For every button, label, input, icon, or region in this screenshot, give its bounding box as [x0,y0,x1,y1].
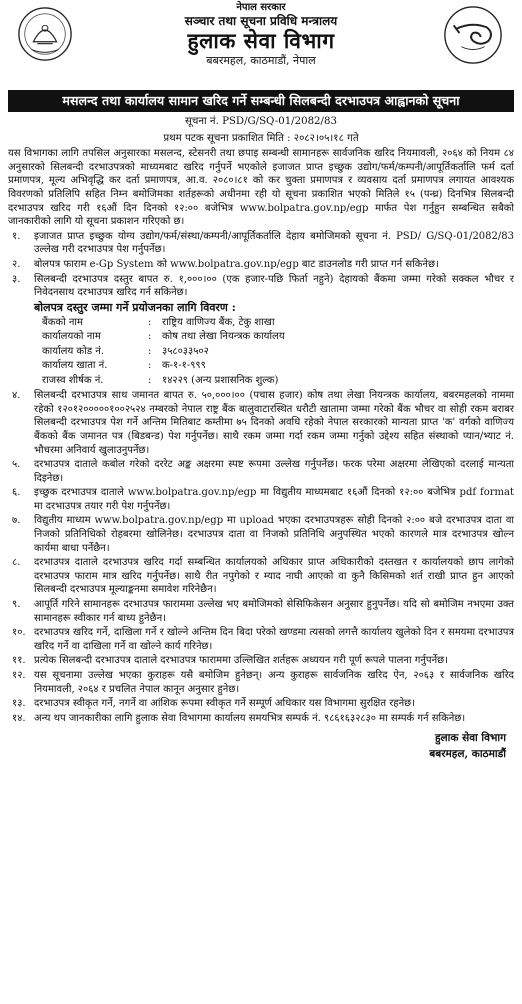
signature-block [8,731,514,763]
signature-address: बबरमहल, काठमाडौं [429,748,506,761]
bank-detail-separator: : [148,316,152,328]
condition-number: ७. [12,515,21,527]
condition-text: सिलबन्दी दरभाउपत्र दस्तुर बापत रु. १,०००।०० (एक हजार-पछि फिर्ता नहुने) देहायको बैंकमा जम्मा गरेको सक्कल भौचर र निवेदनसाथ दरभाउपत्र खरिद गर्न सकिनेछ। [34,273,514,299]
condition-text: यस सूचनामा उल्लेख भएका कुराहरू यसै बमोजिम हुनेछन्। अन्य कुराहरू सार्वजनिक खरिद ऐन, २०६३ र सार्वजनिक खरिद नियमावली, २०६४ र प्रचलित नेपाल कानून अनुसार हुनेछ। [34,670,514,695]
condition-text: दरभाउपत्र खरिद गर्ने, दाखिला गर्ने र खोल्ने अन्तिम दिन बिदा परेको खण्डमा त्यसको लगत्तै कार्यालय खुलेको दिन र समयमा दरभाउपत्र खरिद गर्ने वा दाखिला गर्ने वा खोल्ने कार्य गरिनेछ। [34,627,514,652]
bank-detail-value: ३५८०३३५०२ [162,345,209,357]
department-name: हुलाक सेवा विभाग [187,28,335,54]
notice-number: सूचना नं. PSD/G/SQ-01/2082/83 [185,115,337,127]
notice-title: मसलन्द तथा कार्यालय सामान खरिद गर्ने सम्बन्धी सिलबन्दी दरभाउपत्र आह्वानको सूचना [8,90,514,112]
bank-detail-separator: : [148,331,152,343]
condition-text: दरभाउपत्र स्वीकृत गर्ने, नगर्ने वा आंशिक रूपमा स्वीकृत गर्ने सम्पूर्ण अधिकार यस विभागमा सुरक्षित रहनेछ। [34,698,415,710]
bank-detail-value: राष्ट्रिय वाणिज्य बैंक, टेकु शाखा [162,316,275,328]
bank-detail-separator: : [148,360,152,372]
condition-item [8,556,514,597]
condition-item [8,712,514,726]
publication-date: प्रथम पटक सूचना प्रकाशित मिति : २०८२।०५।१८ गते [163,132,359,144]
condition-number: १४. [12,712,26,724]
condition-text: सिलबन्दी दरभाउपत्र साथ जमानत बापत रु. ५०,०००।०० (पचास हजार) कोष तथा लेखा नियन्त्रक कार्यालय, बबरमहलको नाममा रहेको १२०१२०००००१००२५२४ नम्बरको नेपाल राष्ट्र बैंक बालुवाटारस्थित धरौटी खातामा जम्मा गरेको बैंक भौचर वा सोही रकम बराबर सिलबन्दी दरभाउपत्र पेश गर्ने अन्तिम मितिबाट कम्तीमा ७५ दिनको अवधि रहेको नेपाल सरकारको मान्यता प्राप्त 'क' वर्गको वाणिज्य बैंकको बैंक जमानत पत्र (बिडबन्ड) पेश गर्नुपर्नेछ। साथै रकम जम्मा गर्दा रकम जम्मा गर्नुको उद्देश्य सहित संस्थाको प्यान/भ्याट नं. भौचरमा अनिवार्य खुलाउनुपर्नेछ। [34,390,514,456]
condition-number: १२. [12,670,26,682]
condition-item [8,230,514,257]
bank-detail-row [8,330,514,345]
department-address: बबरमहल, काठमाडौं, नेपाल [206,53,316,67]
condition-item [8,598,514,625]
bank-details-table [8,316,514,389]
bank-details-title: बोलपत्र दस्तुर जम्मा गर्ने प्रयोजनका लागि विवरण : [34,300,236,314]
condition-text: दरभाउपत्र दाताले दरभाउपत्र खरिद गर्दा सम्बन्धित कार्यालयको अधिकार प्राप्त अधिकारीको दस्तखत र कार्यालयको छाप लागेको दरभाउपत्र फाराम मात्र खरिद गर्नुपर्नेछ। साथै रीत नपुगेको र म्याद नाघी आएको वा कुनै किसिमको शर्त राखी प्राप्त हुन आएको सिलबन्दी दरभाउपत्र मूल्याङ्कनमा समावेश गरिनेछैन। [34,557,514,596]
condition-text: अन्य थप जानकारीका लागि हुलाक सेवा विभागमा कार्यालय समयभित्र सम्पर्क नं. ९८६१६३२८३० मा सम्पर्क गर्न सकिनेछ। [34,712,466,724]
bank-detail-row [8,374,514,389]
condition-text: इजाजत प्राप्त इच्छुक योग्य उद्योग/फर्म/संस्था/कम्पनी/आपूर्तिकर्तालि देहाय बमोजिमको सूचना नं. PSD/ G/SQ-01/2082/83 उल्लेख गरी दरभाउपत्र पेश गर्नुपर्नेछ। [34,230,514,256]
bank-detail-label: कार्यालय खाता नं. [42,360,108,372]
condition-number: ४. [12,390,21,402]
condition-text: इच्छुक दरभाउपत्र दाताले www.bolpatra.gov.np/egp मा विद्युतीय माध्यमबाट १६औं दिनको १२:०० बजेभित्र pdf format मा दरभाउपत्र तयार गरी पेश गर्नुपर्नेछ। [34,487,514,512]
bank-detail-label: कार्यालयको नाम [42,331,101,343]
condition-number: ९. [12,599,21,611]
condition-number: ६. [12,487,21,499]
bank-detail-separator: : [148,345,152,357]
condition-number: १०. [12,627,26,639]
condition-item [8,389,514,457]
condition-number: १. [12,230,21,242]
condition-number: ११. [12,655,26,667]
condition-item [8,273,514,300]
bank-detail-row [8,316,514,331]
letterhead [8,0,514,86]
condition-item [8,258,514,272]
condition-item [8,669,514,696]
bank-detail-label: बैंकको नाम [42,316,83,328]
condition-text: विद्युतीय माध्यम www.bolpatra.gov.np/egp मा upload भएका दरभाउपत्रहरू सोही दिनको २:०० बजे दरभाउपत्र दाता वा निजको प्रतिनिधिको रोहबरमा खोलिनेछ। दरभाउपत्र दाता वा निजको प्रतिनिधि अनुपस्थित भएको कारणले मात्र दरभाउपत्र खोल्न कार्यमा बाधा पर्नेछैन। [34,515,514,554]
intro-paragraph: यस विभागका लागि तपसिल अनुसारका मसलन्द, स्टेसनरी तथा छपाइ सम्बन्धी सामानहरू सार्वजनिक खरिद नियमावली, २०६४ को नियम ८४ अनुसारको सिलबन्दी दरभाउपत्रको माध्यमबाट खरिद गर्नुपर्ने भएकोले इजाजत प्राप्त इच्छुक उद्योग/फर्म/कम्पनी/आपूर्तिकर्तालि फर्म दर्ता प्रमाणपत्र, मूल्य अभिवृद्धि कर दर्ता प्रमाणपत्र, आ.व. २०८०।८१ को कर चुक्ता प्रमाणपत्र र व्यवसाय दर्ता प्रमाणपत्र लगायत आवश्यक विवरणको प्रतिलिपि सहित निम्न बमोजिमका शर्तहरूको अधीनमा रही यो सूचना प्रकाशित भएको मितिले १५ (पन्ध्र) दिनभित्र सिलबन्दी दरभाउपत्र खरिद गरी १६औं दिन दिनको १२:०० बजेभित्र www.bolpatra.gov.np/egp मार्फत पेश गर्नुहुन सम्बन्धित सबैको जानकारीको लागि यो सूचना प्रकाशन गरिएको छ। [8,148,514,228]
nepal-emblem-icon [16,5,74,63]
condition-text: प्रत्येक सिलबन्दी दरभाउपत्र दाताले दरभाउपत्र फाराममा उल्लिखित शर्तहरू अध्ययन गरी पूर्ण रूपले पालना गर्नुपर्नेछ। [34,655,448,667]
condition-item [8,654,514,668]
condition-item [8,697,514,711]
condition-item [8,458,514,485]
condition-number: २. [12,259,21,271]
bank-detail-value: १४२२९ (अन्य प्रशासनिक शुल्क) [162,374,279,386]
condition-text: बोलपत्र फाराम e-Gp System को www.bolpatra.gov.np/egp बाट डाउनलोड गरी प्राप्त गर्न सकिनेछ। [34,259,439,271]
posthorn-logo-icon [442,4,504,66]
conditions-list-part-1 [8,230,514,300]
bank-detail-value: क-१-१-९९९ [162,360,206,372]
bank-detail-row [8,359,514,374]
condition-text: आपूर्ति गरिने सामानहरू दरभाउपत्र फाराममा उल्लेख भए बमोजिमको सेसिफिकेसन अनुसार हुनुपर्नेछ। यदि सो बमोजिम नभएमा उक्त सामानहरू स्वीकार गर्न बाध्य हुनेछैन। [34,599,514,624]
bank-detail-row [8,345,514,360]
condition-item [8,486,514,513]
condition-number: ८. [12,557,21,569]
government-name: नेपाल सरकार [236,2,286,13]
conditions-list-part-2 [8,389,514,725]
condition-item [8,514,514,555]
signature-department: हुलाक सेवा विभाग [434,732,506,745]
condition-item [8,626,514,653]
condition-number: १३. [12,698,26,710]
ministry-name: सञ्चार तथा सूचना प्रविधि मन्त्रालय [184,14,338,28]
condition-number: ३. [12,273,21,285]
bank-detail-value: कोष तथा लेखा नियन्त्रक कार्यालय [162,331,285,343]
condition-text: दरभाउपत्र दाताले कबोल गरेको दररेट अङ्क अक्षरमा स्पष्ट रूपमा उल्लेख गर्नुपर्नेछ। फरक परेमा अक्षरमा लेखिएको दरलाई मान्यता दिइनेछ। [34,459,514,484]
bank-detail-separator: : [148,374,152,386]
bank-detail-label: कार्यालय कोड नं. [42,345,104,357]
condition-number: ५. [12,459,21,471]
bank-detail-label: राजस्व शीर्षक नं. [42,374,104,386]
